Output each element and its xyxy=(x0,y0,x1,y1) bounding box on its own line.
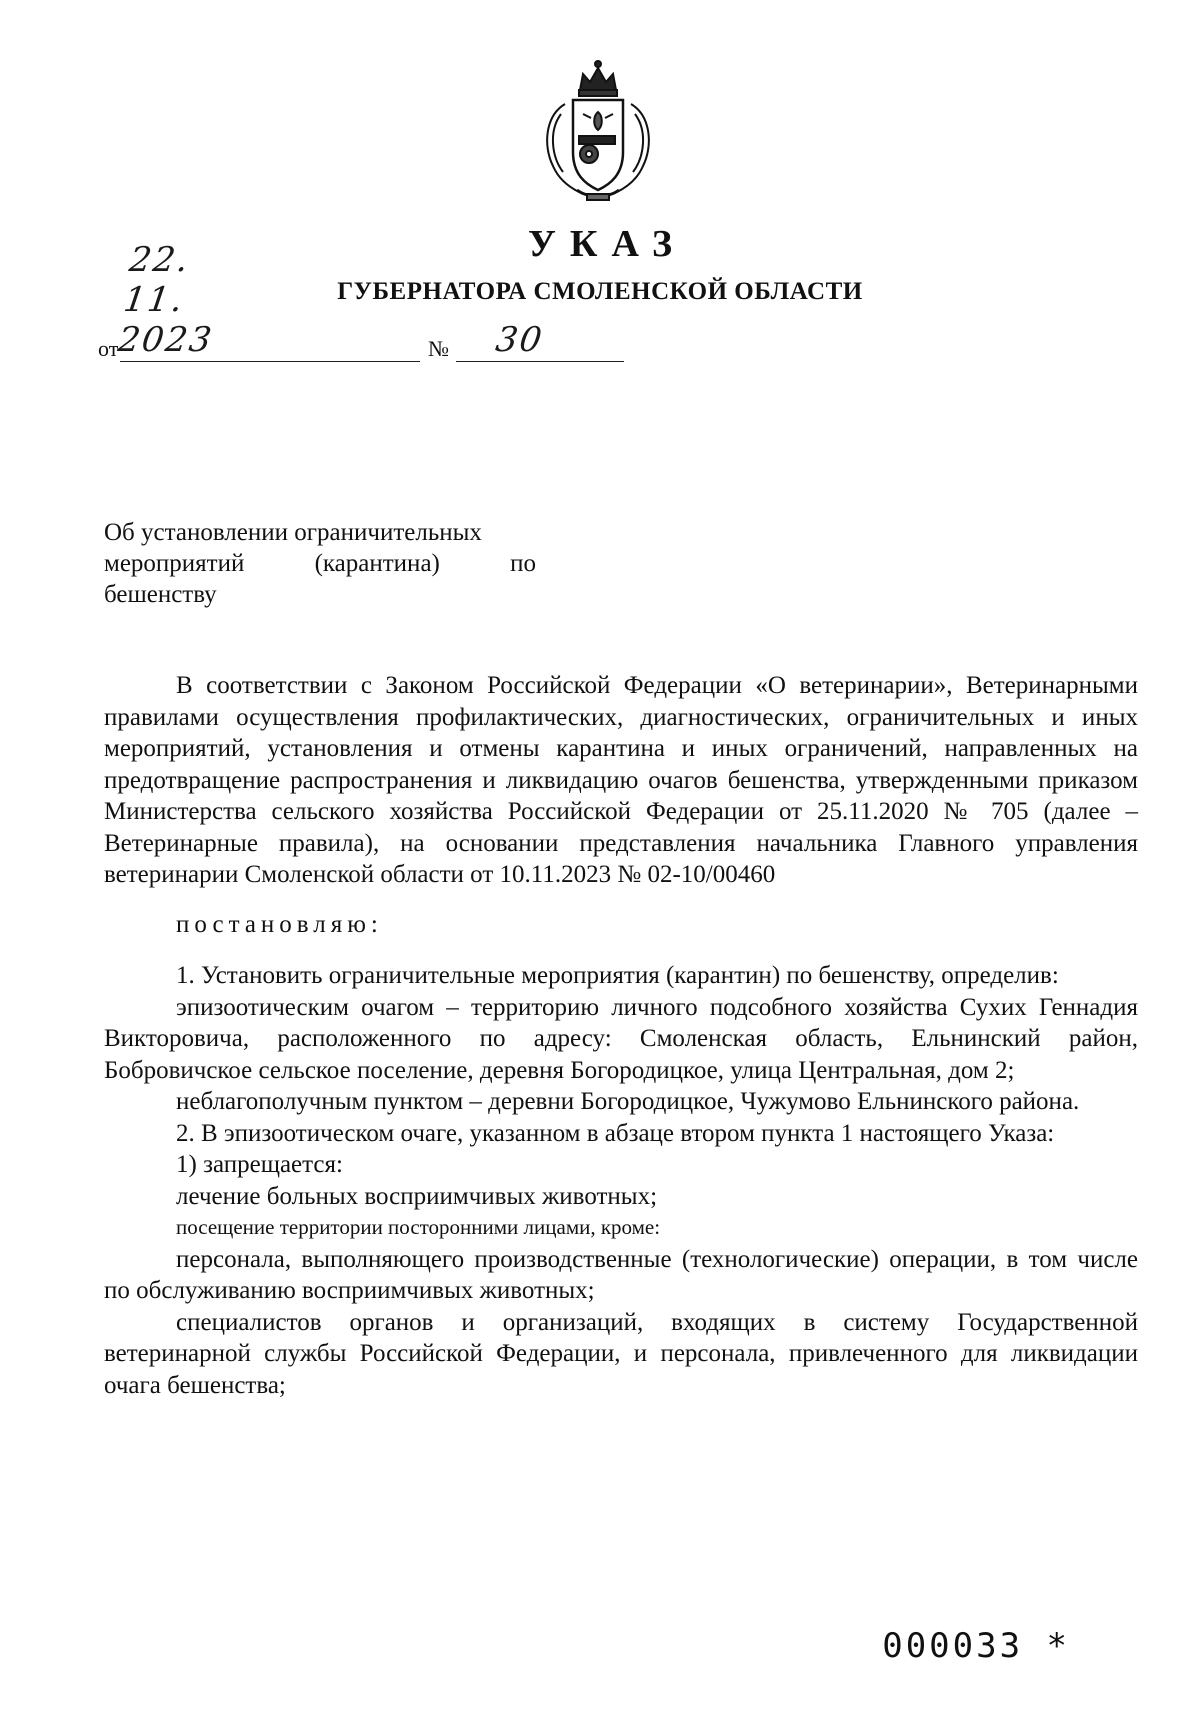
paragraph: персонала, выполняющего производственные (технологические) операции, в том числе по обслуживанию восприимчивых животных; xyxy=(104,1245,1138,1304)
preamble-paragraph: В соответствии с Законом Российской Федерации «О ветеринарии», Ветеринарными правилами осуществления профилактических, диагностических, ограничительных и иных мероприятий, установления и отмены карантина и иных ограничений, направленных на предотвращение распространения и ликвидацию очагов бешенства, утвержденными приказом Министерства сельского хозяйства Российской Федерации от 25.11.2020 № 705 (далее – Ветеринарные правила), на основании представления начальника Главного управления ветеринарии Смоленской области от 10.11.2023 № 02-10/00460 xyxy=(104,672,1138,888)
decree-word: постановляю: xyxy=(176,910,383,938)
coat-of-arms-emblem xyxy=(535,56,661,206)
heading-line-1: Об установлении ограничительных xyxy=(104,519,482,546)
decree-body xyxy=(104,670,1138,1401)
paragraph: специалистов органов и организаций, входящих в систему Государственной ветеринарной службы Российской Федерации, и персонала, привлеченного для ликвидации очага бешенства; xyxy=(104,1308,1138,1399)
number-prefix: № xyxy=(428,336,449,361)
paragraph: эпизоотическим очагом – территорию личного подсобного хозяйства Сухих Геннадия Викторовича, расположенного по адресу: Смоленская область, Ельнинский район, Бобровичское сельское поселение, деревня Богородицкое, улица Центральная, дом 2; xyxy=(104,993,1138,1084)
document-subtitle: ГУБЕРНАТОРА СМОЛЕНСКОЙ ОБЛАСТИ xyxy=(337,278,863,305)
paragraph: 1) запрещается: xyxy=(176,1151,343,1178)
heading-line-3: бешенству xyxy=(104,581,217,608)
paragraph: посещение территории посторонними лицами, кроме: xyxy=(176,1215,661,1239)
paragraph: 1. Установить ограничительные мероприятия (карантин) по бешенству, определив: xyxy=(176,962,1059,989)
heading-word: (карантина) xyxy=(314,550,440,577)
heading-word: по xyxy=(510,550,536,577)
paragraph: неблагополучным пунктом – деревни Богородицкое, Чужумово Ельнинского района. xyxy=(176,1088,1080,1115)
heading-line-2 xyxy=(104,548,536,579)
date-prefix: от xyxy=(98,336,119,361)
handwritten-number: 30 xyxy=(493,320,547,360)
paragraph: лечение больных восприимчивых животных; xyxy=(176,1182,658,1210)
number-underline xyxy=(456,361,624,362)
date-underline xyxy=(120,361,420,362)
page-number: 000033 * xyxy=(882,1626,1070,1666)
heading-word: мероприятий xyxy=(104,550,245,577)
decree-heading xyxy=(104,517,536,610)
handwritten-date: 22. 11. 2023 xyxy=(115,240,216,360)
document-title: УКАЗ xyxy=(528,223,686,265)
paragraph: 2. В эпизоотическом очаге, указанном в абзаце втором пункта 1 настоящего Указа: xyxy=(176,1119,1055,1147)
